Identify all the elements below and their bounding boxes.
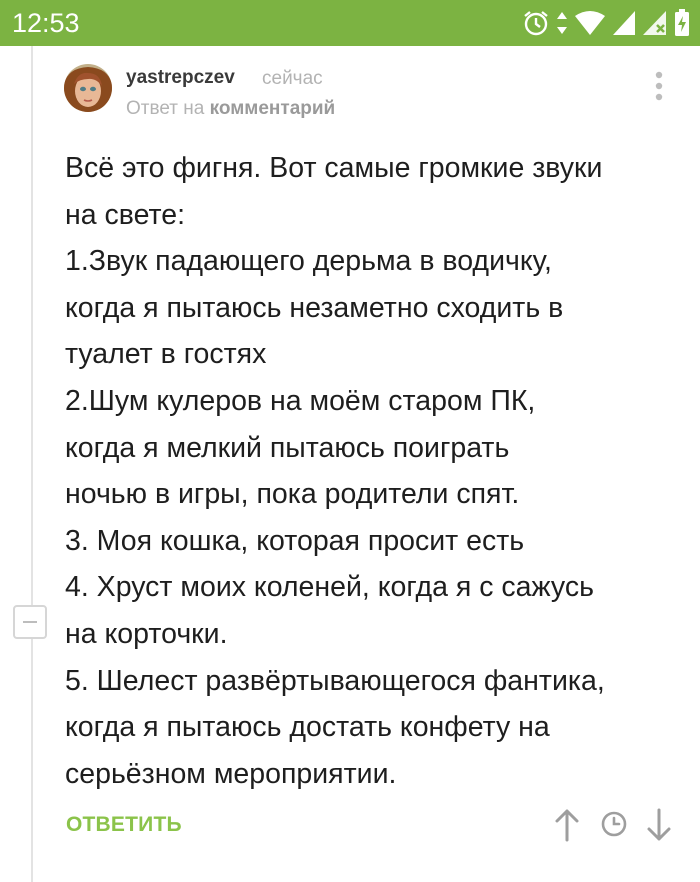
comment-body (65, 145, 680, 797)
comment-line: когда я мелкий пытаюсь поиграть (65, 431, 510, 464)
comment-author[interactable]: yastrepczev (126, 67, 235, 88)
upvote-arrow-icon[interactable] (554, 808, 580, 842)
status-time: 12:53 (12, 8, 80, 38)
status-bar (0, 0, 700, 46)
wifi-icon (574, 10, 606, 36)
clock-icon[interactable] (600, 810, 628, 838)
alarm-icon (522, 9, 550, 37)
thread-line (31, 46, 33, 882)
signal-icon (612, 10, 636, 36)
status-icons (522, 8, 690, 38)
reply-to-line (126, 98, 335, 120)
reply-button[interactable]: ОТВЕТИТЬ (66, 813, 182, 836)
comment-line: на свете: (65, 198, 185, 231)
reply-to-prefix: Ответ на (126, 98, 205, 119)
comment-line: 1.Звук падающего дерьма в водичку, (65, 245, 552, 278)
comment-line: Всё это фигня. Вот самые громкие звуки (65, 152, 603, 184)
comment-line: ночью в игры, пока родители спят. (65, 478, 520, 511)
reply-to-link[interactable]: комментарий (209, 98, 336, 119)
comment-line: 2.Шум кулеров на моём старом ПК, (65, 384, 536, 417)
comment-line: туалет в гостях (65, 338, 267, 371)
collapse-thread-button[interactable] (13, 605, 47, 639)
comment-line: серьёзном мероприятии. (65, 757, 397, 790)
signal-no-sim-icon (642, 10, 668, 36)
comment-line: когда я пытаюсь достать конфету на (65, 711, 550, 744)
more-options-icon[interactable] (648, 70, 670, 102)
avatar[interactable] (64, 64, 112, 112)
comment-timestamp: сейчас (262, 68, 323, 89)
battery-charging-icon (674, 9, 690, 37)
data-arrows-icon (556, 10, 568, 36)
comment-line: на корточки. (65, 617, 228, 650)
comment-line: 4. Хруст моих коленей, когда я с сажусь (65, 571, 594, 604)
comment-line: 5. Шелест развёртывающегося фантика, (65, 664, 605, 697)
downvote-arrow-icon[interactable] (646, 808, 672, 842)
comment-line: когда я пытаюсь незаметно сходить в (65, 291, 564, 324)
comment-line: 3. Моя кошка, которая просит есть (65, 524, 525, 557)
